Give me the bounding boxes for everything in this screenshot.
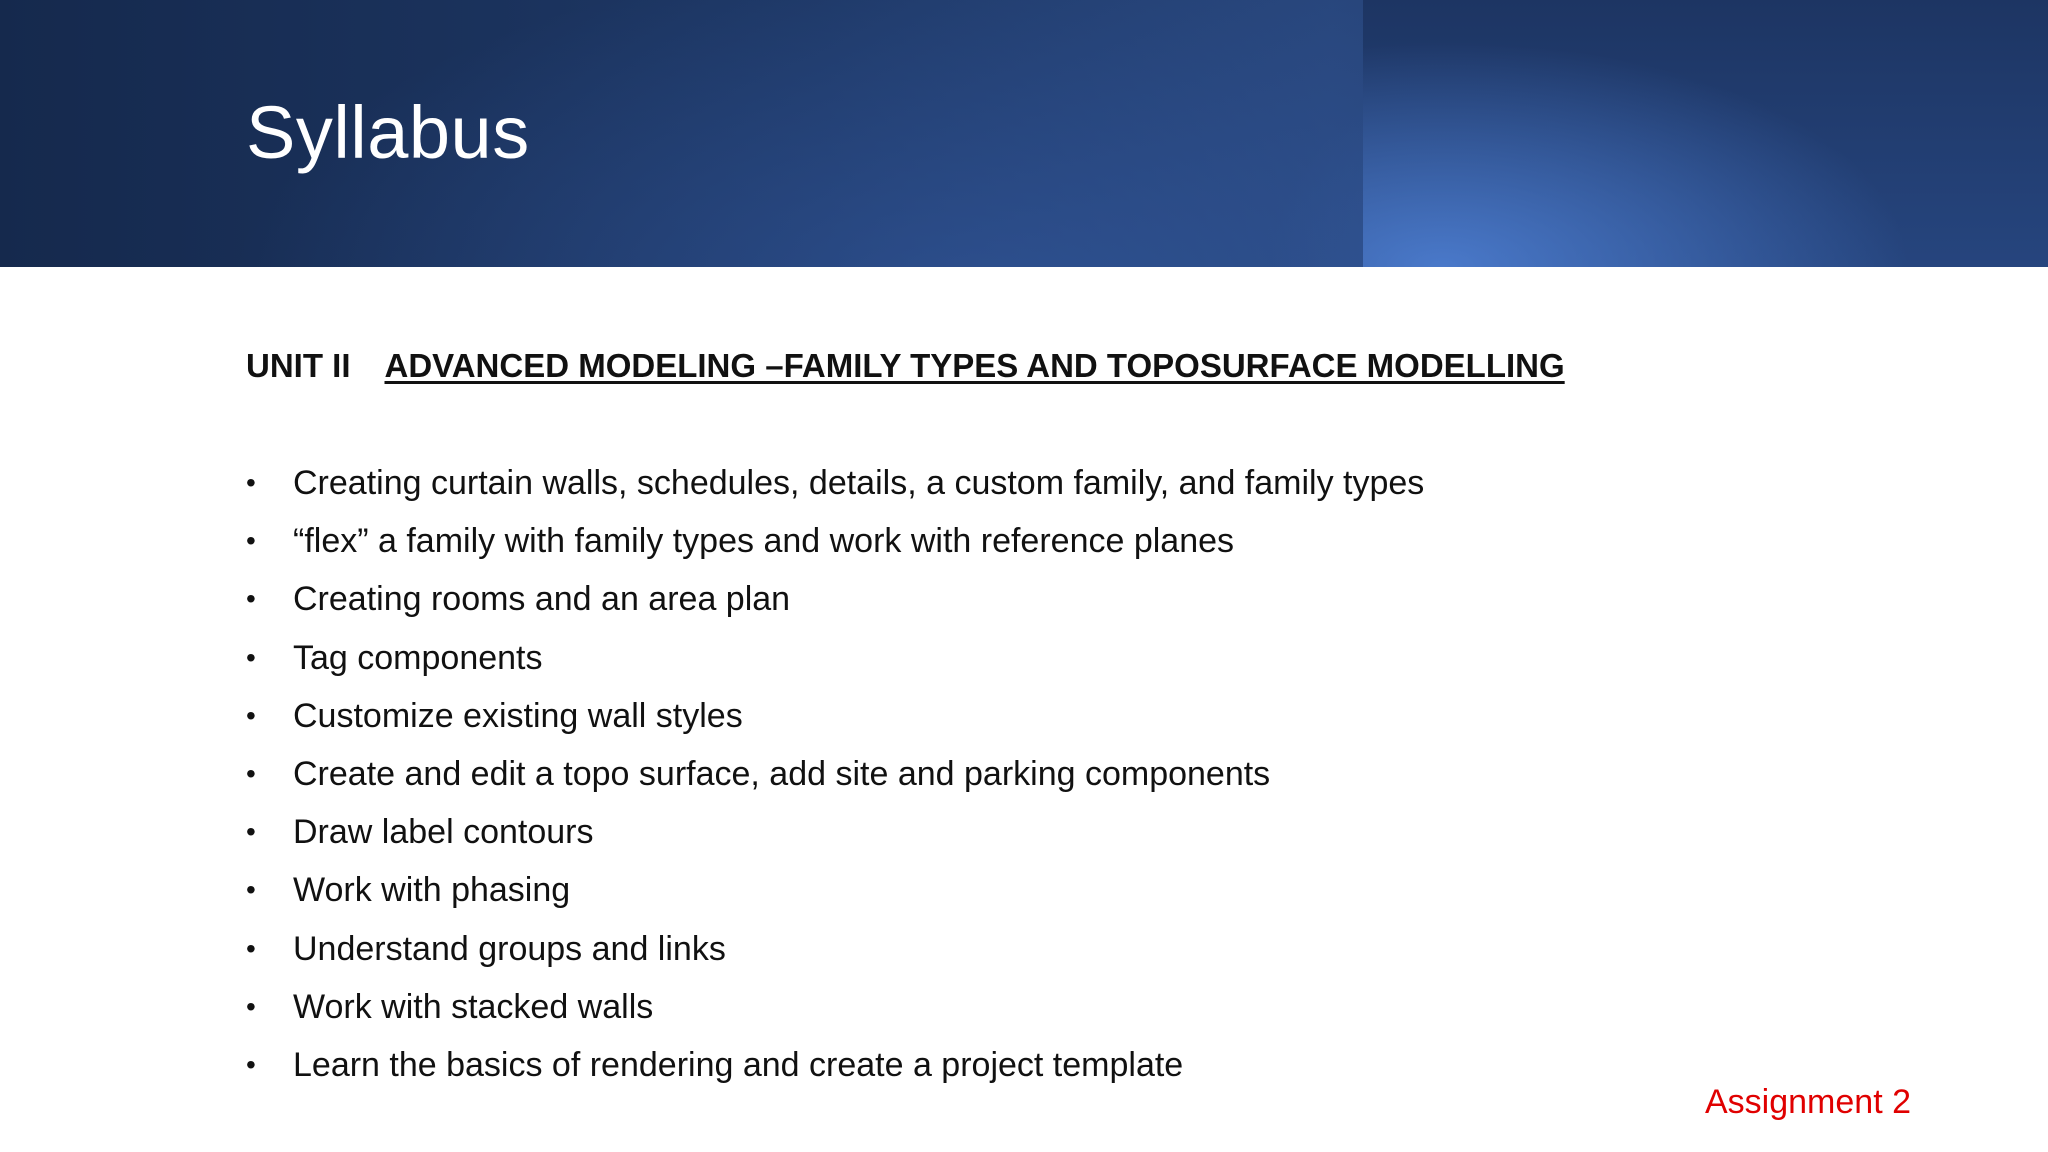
bullet-glyph: • xyxy=(246,583,256,615)
list-item xyxy=(246,575,1424,633)
list-item xyxy=(246,750,1424,808)
list-item xyxy=(246,692,1424,750)
bullet-glyph: • xyxy=(246,1048,256,1080)
assignment-note: Assignment 2 xyxy=(1705,1083,1911,1121)
list-item-text: Create and edit a topo surface, add site and parking components xyxy=(293,754,1271,793)
slide-title: Syllabus xyxy=(246,91,530,174)
list-item xyxy=(246,1041,1424,1099)
bullet-glyph: • xyxy=(246,757,256,789)
list-item-text: Work with phasing xyxy=(293,871,571,910)
list-item-text: “flex” a family with family types and work with reference planes xyxy=(293,522,1235,561)
list-item xyxy=(246,634,1424,692)
list-item xyxy=(246,925,1424,983)
bullet-glyph: • xyxy=(246,990,256,1022)
list-item-text: Draw label contours xyxy=(293,813,594,852)
list-item-text: Creating rooms and an area plan xyxy=(293,580,791,619)
list-item-text: Learn the basics of rendering and create a project template xyxy=(293,1045,1184,1084)
unit-label: UNIT II xyxy=(246,347,351,384)
list-item-text: Tag components xyxy=(293,638,543,677)
list-item-text: Customize existing wall styles xyxy=(293,696,743,735)
banner-accent-panel xyxy=(1363,0,2048,267)
list-item-text: Creating curtain walls, schedules, details, a custom family, and family types xyxy=(293,464,1425,502)
bullet-glyph: • xyxy=(246,932,256,964)
title-banner xyxy=(0,0,2048,267)
bullet-glyph: • xyxy=(246,816,256,848)
bullet-glyph: • xyxy=(246,525,256,557)
unit-title: ADVANCED MODELING –FAMILY TYPES AND TOPOSURFACE MODELLING xyxy=(384,347,1565,384)
bullet-glyph: • xyxy=(246,641,256,673)
list-item xyxy=(246,808,1424,866)
bullet-glyph: • xyxy=(246,874,256,906)
bullet-glyph: • xyxy=(246,699,256,731)
list-item xyxy=(246,866,1424,924)
list-item-text: Work with stacked walls xyxy=(293,987,654,1026)
topic-list xyxy=(246,459,1424,1099)
list-item xyxy=(246,983,1424,1041)
list-item xyxy=(246,459,1424,517)
bullet-glyph: • xyxy=(246,467,256,498)
unit-heading xyxy=(246,345,1565,387)
list-item-text: Understand groups and links xyxy=(293,929,726,968)
list-item xyxy=(246,517,1424,575)
